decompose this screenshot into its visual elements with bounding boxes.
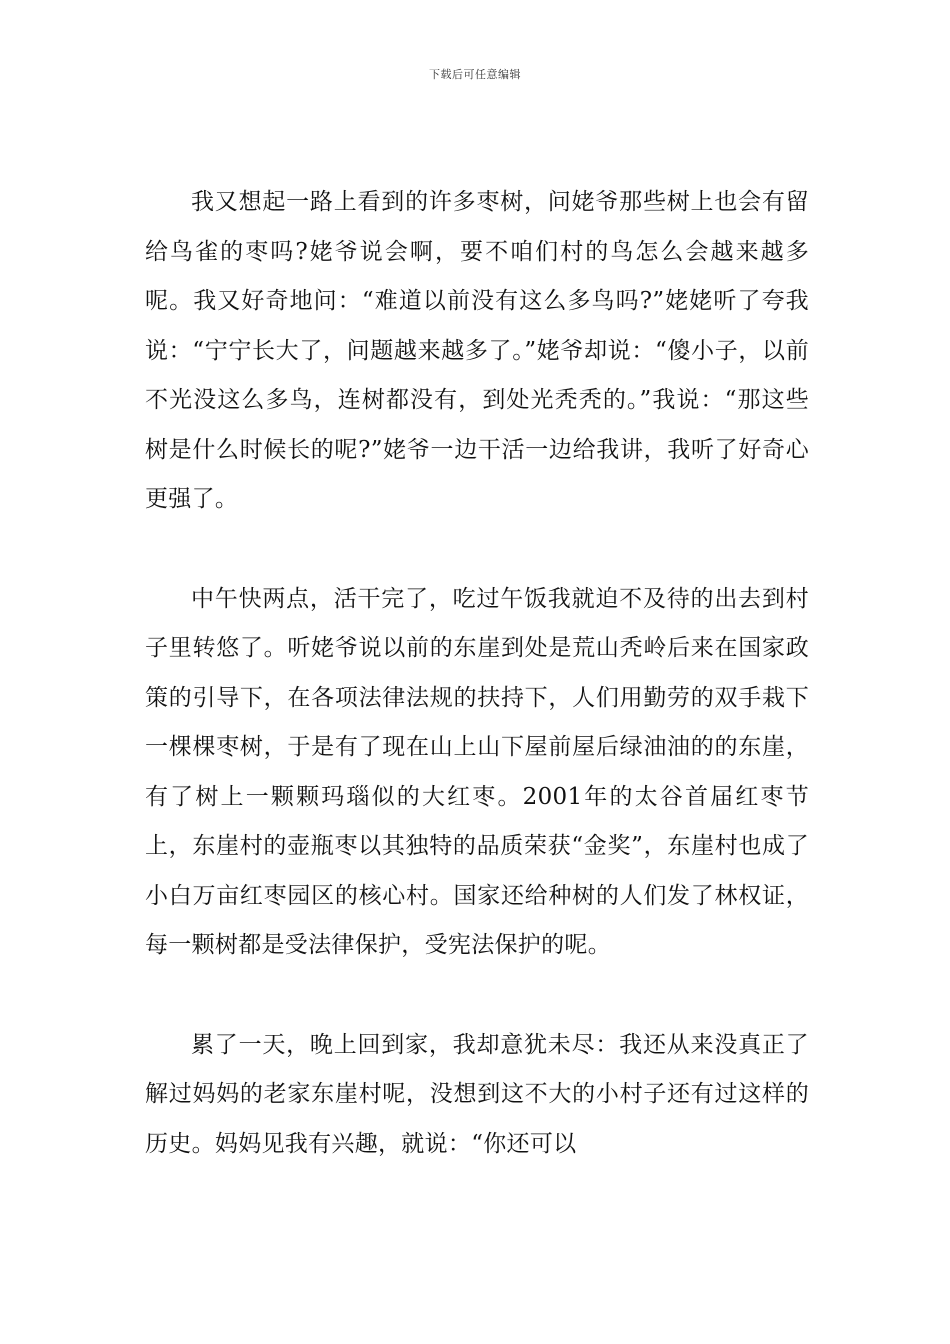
paragraph-2: 中午快两点，活干完了，吃过午饭我就迫不及待的出去到村子里转悠了。听姥爷说以前的东崖到处是荒山秃岭后来在国家政策的引导下，在各项法律法规的扶持下，人们用勤劳的双手栽下一棵棵枣树，于是有了现在山上山下屋前屋后绿油油的的东崖，有了树上一颗颗玛瑙似的大红枣。2001年的太谷首届红枣节上，东崖村的壶瓶枣以其独特的品质荣获“金奖”，东崖村也成了小白万亩红枣园区的核心村。国家还给种树的人们发了林权证，每一颗树都是受法律保护，受宪法保护的呢。 (145, 585, 809, 958)
paragraph-3: 累了一天，晚上回到家，我却意犹未尽：我还从来没真正了解过妈妈的老家东崖村呢，没想到这不大的小村子还有过这样的历史。妈妈见我有兴趣，就说：“你还可以 (145, 1031, 809, 1157)
document-body (145, 178, 809, 1169)
paragraph-1: 我又想起一路上看到的许多枣树，问姥爷那些树上也会有留给鸟雀的枣吗?姥爷说会啊，要不咱们村的鸟怎么会越来越多呢。我又好奇地问：“难道以前没有这么多鸟吗?”姥姥听了夸我说：“宁宁长大了，问题越来越多了。”姥爷却说：“傻小子，以前不光没这么多鸟，连树都没有，到处光秃秃的。”我说：“那这些树是什么时候长的呢?”姥爷一边干活一边给我讲，我听了好奇心更强了。 (145, 189, 809, 512)
page-header: 下载后可任意编辑 (429, 68, 521, 81)
